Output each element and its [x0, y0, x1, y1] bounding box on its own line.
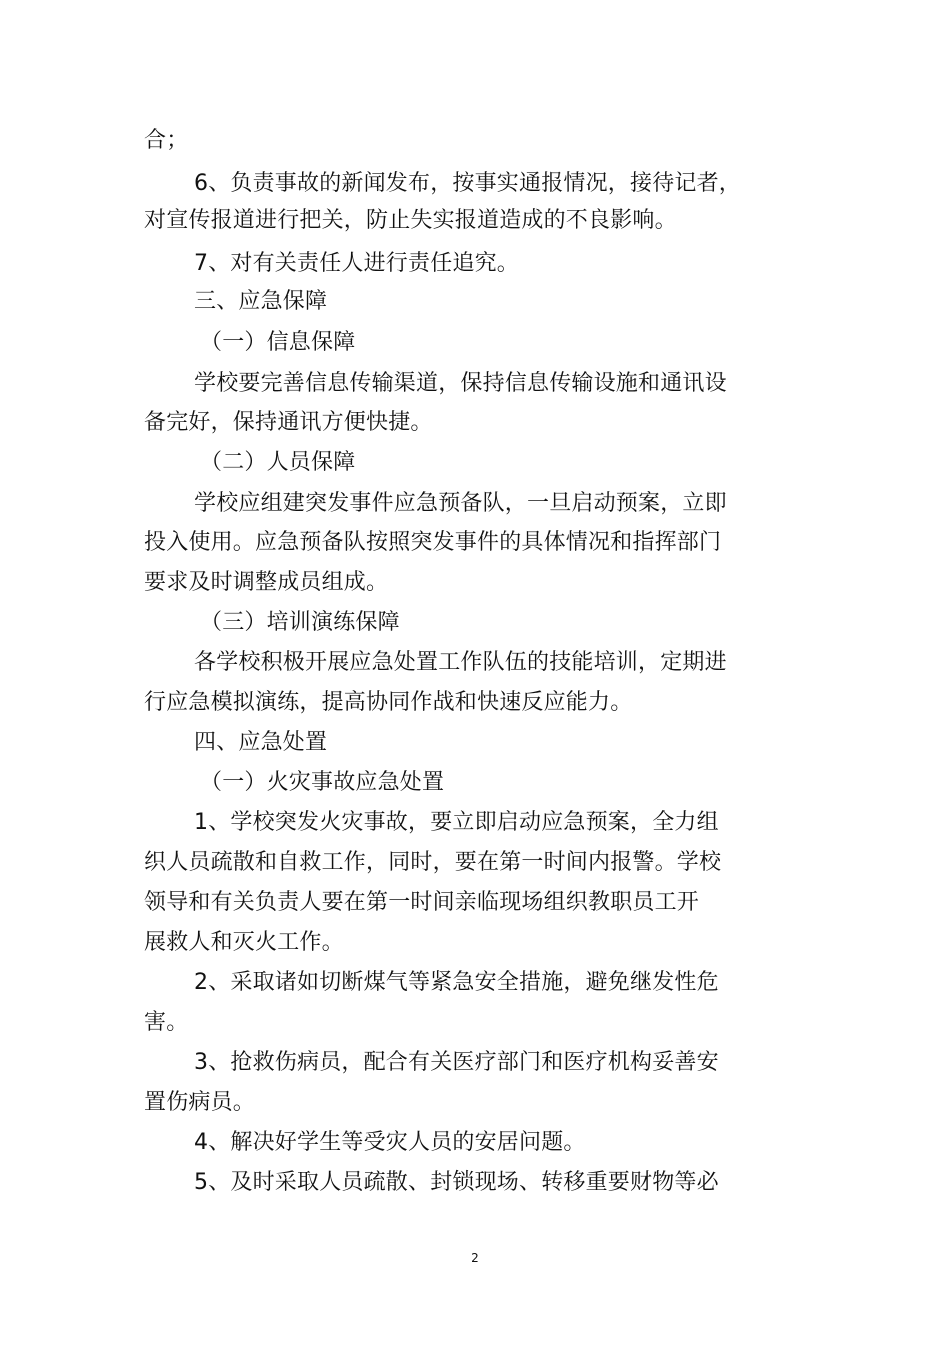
section-heading: 四、应急处置: [194, 730, 328, 755]
text-line: 2、采取诸如切断煤气等紧急安全措施，避免继发性危: [194, 970, 719, 995]
text-line: 置伤病员。: [144, 1090, 256, 1115]
page-number: 2: [471, 1251, 479, 1265]
text-line: 学校应组建突发事件应急预备队，一旦启动预案，立即: [194, 491, 727, 516]
subsection-heading: （二）人员保障: [200, 450, 356, 475]
text-line: 4、解决好学生等受灾人员的安居问题。: [194, 1130, 586, 1155]
text-line: 领导和有关负责人要在第一时间亲临现场组织教职员工开: [144, 890, 700, 915]
text-line: 合；: [144, 128, 189, 153]
text-line: 3、抢救伤病员，配合有关医疗部门和医疗机构妥善安: [194, 1050, 719, 1075]
text-line: 各学校积极开展应急处置工作队伍的技能培训，定期进: [194, 650, 727, 675]
text-line: 要求及时调整成员组成。: [144, 570, 389, 595]
text-line: 对宣传报道进行把关，防止失实报道造成的不良影响。: [144, 208, 677, 233]
section-heading: 三、应急保障: [194, 289, 328, 314]
text-line: 备完好，保持通讯方便快捷。: [144, 410, 433, 435]
text-line: 害。: [144, 1010, 189, 1035]
subsection-heading: （一）信息保障: [200, 330, 356, 355]
subsection-heading: （三）培训演练保障: [200, 610, 400, 635]
text-line: 织人员疏散和自救工作，同时，要在第一时间内报警。学校: [144, 850, 722, 875]
text-line: 投入使用。应急预备队按照突发事件的具体情况和指挥部门: [144, 530, 722, 555]
text-line: 5、及时采取人员疏散、封锁现场、转移重要财物等必: [194, 1170, 719, 1195]
text-line: 学校要完善信息传输渠道，保持信息传输设施和通讯设: [194, 371, 727, 396]
text-line: 展救人和灭火工作。: [144, 930, 344, 955]
text-line: 行应急模拟演练，提高协同作战和快速反应能力。: [144, 690, 633, 715]
text-line: 6、负责事故的新闻发布，按事实通报情况，接待记者，: [194, 171, 741, 196]
subsection-heading: （一）火灾事故应急处置: [200, 770, 445, 795]
text-line: 1、学校突发火灾事故，要立即启动应急预案，全力组: [194, 810, 719, 835]
text-line: 7、对有关责任人进行责任追究。: [194, 251, 519, 276]
